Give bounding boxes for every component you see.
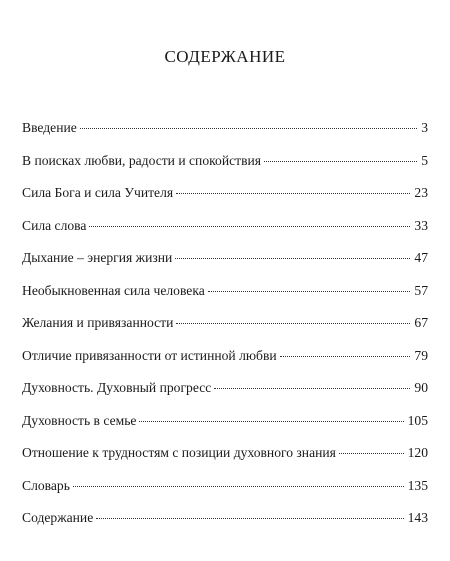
toc-entry <box>22 413 428 446</box>
toc-entry <box>22 510 428 543</box>
dot-leader <box>176 193 410 194</box>
toc-list <box>22 120 428 543</box>
dot-leader <box>89 226 410 227</box>
toc-entry <box>22 185 428 218</box>
toc-entry-page: 23 <box>414 185 428 200</box>
dot-leader <box>80 128 417 129</box>
toc-entry-page: 120 <box>407 445 428 460</box>
toc-entry-label: В поисках любви, радости и спокойствия <box>22 152 262 168</box>
dot-leader <box>208 291 411 292</box>
toc-entry-page: 143 <box>407 510 428 525</box>
toc-title: СОДЕРЖАНИЕ <box>164 47 286 66</box>
toc-entry-label: Сила Бога и сила Учителя <box>22 185 174 200</box>
toc-entry <box>22 380 428 413</box>
dot-leader <box>139 421 403 422</box>
toc-entry <box>22 153 428 186</box>
dot-leader <box>175 258 410 259</box>
toc-entry-label: Введение <box>22 120 77 135</box>
toc-entry <box>22 445 428 478</box>
toc-entry-page: 135 <box>407 477 428 493</box>
toc-entry <box>22 250 428 283</box>
toc-entry-label: Необыкновенная сила человека <box>22 282 205 298</box>
toc-entry <box>22 315 428 348</box>
toc-entry <box>22 218 428 251</box>
toc-entry <box>22 120 428 153</box>
toc-entry-page: 5 <box>421 152 428 168</box>
toc-entry <box>22 283 428 316</box>
toc-entry-page: 33 <box>414 217 428 233</box>
toc-entry-label: Желания и привязанности <box>22 315 174 330</box>
toc-entry-page: 57 <box>414 282 428 298</box>
toc-entry-page: 105 <box>407 412 428 428</box>
toc-entry-label: Духовность в семье <box>22 412 137 428</box>
toc-entry-page: 79 <box>414 347 428 363</box>
toc-entry-label: Словарь <box>22 477 70 493</box>
dot-leader <box>214 388 410 389</box>
dot-leader <box>264 161 417 162</box>
toc-entry-page: 3 <box>421 120 428 135</box>
toc-entry <box>22 478 428 511</box>
toc-entry-label: Отличие привязанности от истинной любви <box>22 347 277 363</box>
dot-leader <box>96 518 403 519</box>
dot-leader <box>339 453 404 454</box>
toc-entry-label: Дыхание – энергия жизни <box>22 250 173 265</box>
toc-entry-label: Духовность. Духовный прогресс <box>22 380 212 395</box>
toc-entry <box>22 348 428 381</box>
dot-leader <box>280 356 411 357</box>
dot-leader <box>73 486 404 487</box>
dot-leader <box>176 323 410 324</box>
toc-entry-page: 67 <box>414 315 428 330</box>
toc-entry-label: Отношение к трудностям с позиции духовного знания <box>22 445 336 460</box>
toc-entry-page: 90 <box>414 380 428 395</box>
toc-entry-page: 47 <box>414 250 428 265</box>
toc-entry-label: Содержание <box>22 510 94 525</box>
toc-entry-label: Сила слова <box>22 217 87 233</box>
